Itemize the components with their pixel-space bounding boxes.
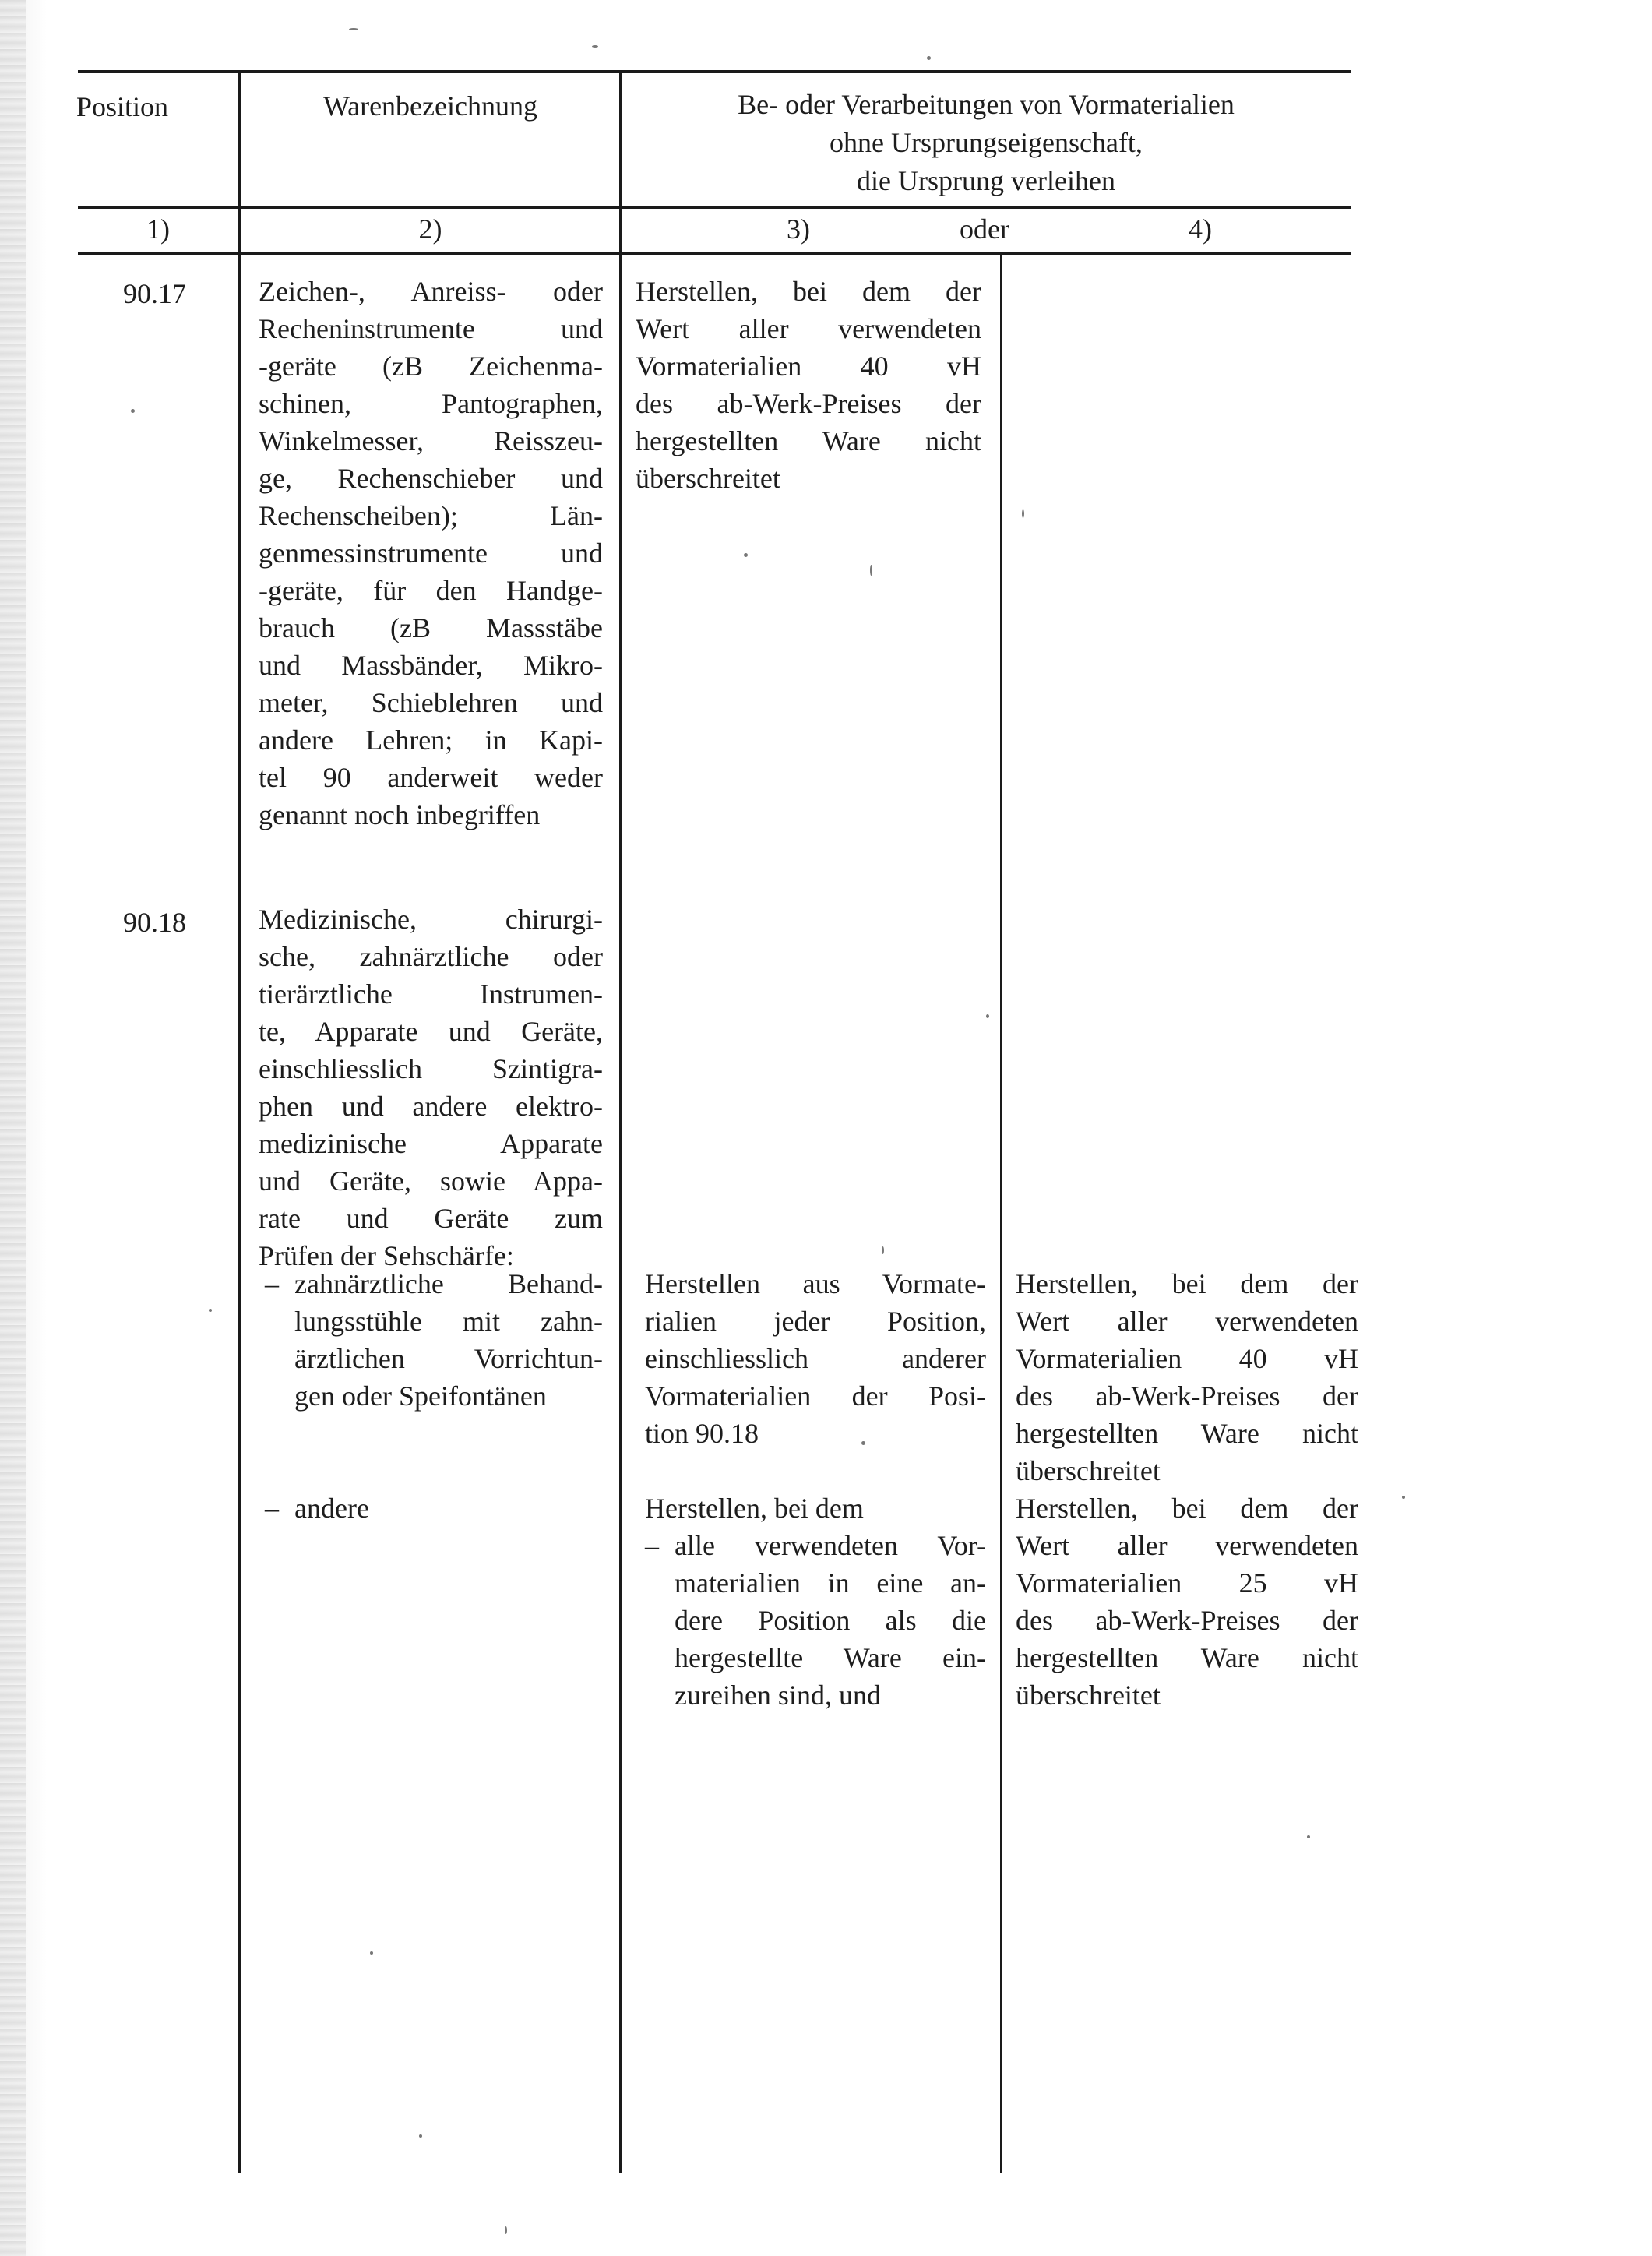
description-line: Prüfen der Sehschärfe:: [259, 1240, 514, 1271]
description-line: genmessinstrumente und: [259, 538, 603, 569]
rule-line: überschreitet: [1016, 1680, 1161, 1711]
description-line: andere Lehren; in Kapi-: [259, 724, 603, 756]
rule-line: zureihen sind, und: [675, 1680, 881, 1711]
rule-line: überschreitet: [1016, 1455, 1161, 1486]
scan-speck: [870, 565, 872, 576]
rule-line: Herstellen, bei dem der: [636, 276, 981, 307]
rule-line: tion 90.18: [645, 1418, 759, 1449]
scan-speck: [1307, 1835, 1310, 1838]
description-line: Medizinische, chirurgi-: [259, 904, 603, 935]
subitem-1-col3: [645, 1265, 986, 1452]
scan-speck: [927, 56, 931, 60]
scan-edge-shadow: [0, 0, 26, 2256]
rule-line: Herstellen, bei dem der: [1016, 1493, 1358, 1524]
column-divider-2: [619, 72, 622, 2173]
scan-speck: [349, 28, 358, 30]
subitem-2-description: andere: [294, 1493, 369, 1524]
description-line: genannt noch inbegriffen: [259, 799, 541, 830]
description-line: tierärztliche Instrumen-: [259, 978, 603, 1010]
column-divider-3: [1000, 254, 1002, 2173]
rule-line: rialien jeder Position,: [645, 1306, 986, 1337]
subitem-1-dash: –: [265, 1268, 279, 1299]
scan-speck: [1022, 509, 1024, 518]
subitem-2-col3-dash: –: [645, 1530, 659, 1561]
scan-speck: [1402, 1496, 1405, 1499]
position-90-18: 90.18: [123, 907, 186, 938]
description-line: zahnärztliche Behand-: [294, 1268, 603, 1299]
scan-speck: [744, 553, 748, 557]
scan-speck: [419, 2134, 422, 2138]
header-number-4: 4): [1189, 213, 1212, 245]
row-90-17-description: [259, 273, 603, 834]
rule-line: überschreitet: [636, 463, 780, 494]
description-line: Rechenscheiben); Län-: [259, 500, 603, 531]
header-col34-line-1: Be- oder Verarbeitungen von Vormaterialien: [738, 89, 1235, 120]
rule-line: Wert aller verwendeten: [636, 313, 981, 344]
subitem-2-col3-intro: Herstellen, bei dem: [645, 1493, 864, 1524]
header-number-2: 2): [418, 213, 442, 245]
rule-line: materialien in eine an-: [675, 1567, 986, 1599]
scan-speck: [505, 2226, 507, 2234]
header-col34-line-2: ohne Ursprungseigenschaft,: [830, 127, 1143, 158]
rule-line: hergestellten Ware nicht: [1016, 1642, 1358, 1673]
header-col34-line-3: die Ursprung verleihen: [857, 165, 1115, 196]
description-line: einschliesslich Szintigra-: [259, 1053, 603, 1084]
scan-speck: [861, 1441, 865, 1445]
description-line: lungsstühle mit zahn-: [294, 1306, 603, 1337]
description-line: Zeichen-, Anreiss- oder: [259, 276, 603, 307]
header-oder: oder: [960, 213, 1009, 245]
row-90-17-col3: [636, 273, 981, 497]
description-line: gen oder Speifontänen: [294, 1380, 547, 1412]
header-warenbezeichnung: Warenbezeichnung: [323, 90, 537, 122]
scan-speck: [131, 409, 135, 413]
rule-line: Herstellen, bei dem der: [1016, 1268, 1358, 1299]
subitem-1-col4: [1016, 1265, 1358, 1489]
rule-line: Vormaterialien der Posi-: [645, 1380, 986, 1412]
description-line: Winkelmesser, Reisszeu-: [259, 425, 603, 456]
subitem-2-col3: [675, 1527, 986, 1714]
subitem-1-description: [294, 1265, 603, 1415]
rule-line: hergestellten Ware nicht: [636, 425, 981, 456]
header-divider-rule: [78, 206, 1351, 209]
rule-line: Herstellen aus Vormate-: [645, 1268, 986, 1299]
rule-line: dere Position als die: [675, 1605, 986, 1636]
subitem-2-col4: [1016, 1489, 1358, 1714]
rule-line: des ab-Werk-Preises der: [1016, 1605, 1358, 1636]
description-line: schinen, Pantographen,: [259, 388, 603, 419]
rule-line: hergestellte Ware ein-: [675, 1642, 986, 1673]
description-line: rate und Geräte zum: [259, 1203, 603, 1234]
description-line: tel 90 anderweit weder: [259, 762, 603, 793]
description-line: Recheninstrumente und: [259, 313, 603, 344]
rule-line: alle verwendeten Vor-: [675, 1530, 986, 1561]
description-line: medizinische Apparate: [259, 1128, 603, 1159]
header-number-1: 1): [146, 213, 170, 245]
description-line: und Massbänder, Mikro-: [259, 650, 603, 681]
header-bottom-rule: [78, 252, 1351, 255]
position-90-17: 90.17: [123, 278, 186, 309]
table-top-rule: [78, 70, 1351, 73]
description-line: ge, Rechenschieber und: [259, 463, 603, 494]
description-line: und Geräte, sowie Appa-: [259, 1165, 603, 1197]
column-divider-1: [238, 72, 241, 2173]
rule-line: Vormaterialien 40 vH: [636, 351, 981, 382]
header-position: Position: [76, 91, 169, 122]
rule-line: Vormaterialien 40 vH: [1016, 1343, 1358, 1374]
scan-speck: [592, 45, 598, 48]
rule-line: des ab-Werk-Preises der: [1016, 1380, 1358, 1412]
description-line: meter, Schieblehren und: [259, 687, 603, 718]
description-line: -geräte, für den Handge-: [259, 575, 603, 606]
row-90-18-description: [259, 901, 603, 1274]
description-line: phen und andere elektro-: [259, 1091, 603, 1122]
scan-speck: [882, 1246, 884, 1254]
description-line: -geräte (zB Zeichenma-: [259, 351, 603, 382]
rule-line: Wert aller verwendeten: [1016, 1530, 1358, 1561]
rule-line: des ab-Werk-Preises der: [636, 388, 981, 419]
scan-speck: [370, 1951, 373, 1955]
rule-line: einschliesslich anderer: [645, 1343, 986, 1374]
subitem-2-dash: –: [265, 1493, 279, 1524]
rule-line: Vormaterialien 25 vH: [1016, 1567, 1358, 1599]
description-line: ärztlichen Vorrichtun-: [294, 1343, 603, 1374]
header-number-3: 3): [787, 213, 810, 245]
rule-line: hergestellten Ware nicht: [1016, 1418, 1358, 1449]
description-line: te, Apparate und Geräte,: [259, 1016, 603, 1047]
scan-speck: [986, 1014, 989, 1018]
scan-speck: [209, 1309, 212, 1312]
description-line: sche, zahnärztliche oder: [259, 941, 603, 972]
rule-line: Wert aller verwendeten: [1016, 1306, 1358, 1337]
description-line: brauch (zB Massstäbe: [259, 612, 603, 643]
